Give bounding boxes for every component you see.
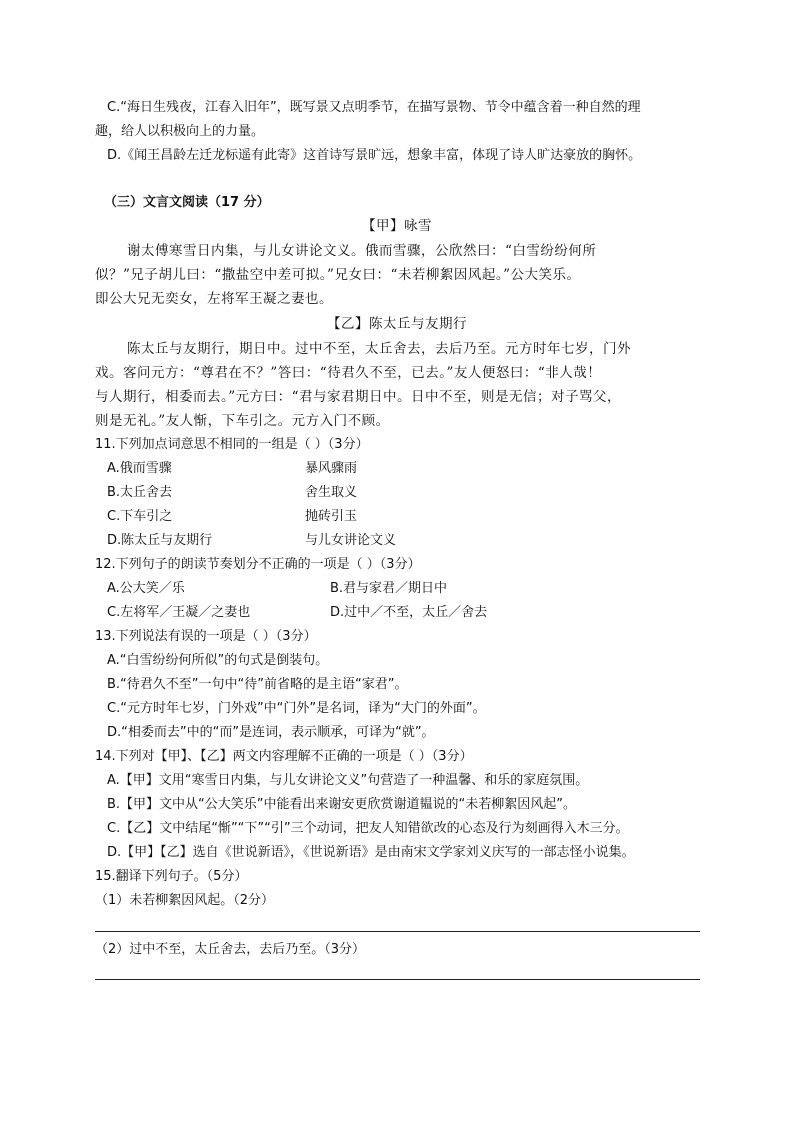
answer-line[interactable]	[95, 979, 700, 980]
q15-sub2: （2）过中不至，太丘舍去，去后乃至。（3分）	[95, 942, 366, 957]
q13-stem: 13.下列说法有误的一项是（ ）（3分）	[95, 629, 317, 644]
answer-line[interactable]	[95, 931, 700, 932]
q14-option: D.【甲】【乙】选自《世说新语》，《世说新语》是由南宋文学家刘义庆写的一部志怪小说集。	[107, 845, 635, 860]
q15-sub1: （1）未若柳絮因风起。（2分）	[95, 893, 275, 908]
text-b-line: 戏。客问元方：“尊君在不？”答曰：“待君久不至，已去。”友人便怒曰：“非人哉！	[95, 365, 602, 381]
q12-option-a: A.公大笑／乐	[107, 581, 185, 596]
text-a-title: 【甲】咏雪	[362, 218, 432, 234]
q15-stem: 15.翻译下列句子。（5分）	[95, 869, 248, 884]
section-heading: （三）文言文阅读（17 分）	[104, 195, 270, 210]
q13-option: B.“待君久不至”一句中“待”前省略的是主语“家君”。	[107, 677, 408, 692]
q12-option-d: D.过中／不至，太丘／舍去	[330, 605, 488, 620]
q12-stem: 12.下列句子的朗读节奏划分不正确的一项是（ ）（3分）	[95, 557, 421, 572]
q11-option-left: B.太丘舍去	[107, 485, 173, 500]
text-b-title: 【乙】陈太丘与友期行	[327, 316, 467, 332]
q13-option: D.“相委而去”中的“而”是连词，表示顺承，可译为“就”。	[107, 725, 435, 740]
q12-option-c: C.左将军／王凝／之妻也	[107, 605, 251, 620]
text-b-line: 与人期行，相委而去。”元方曰：“君与家君期日中。日中不至，则是无信；对子骂父，	[95, 389, 622, 405]
q12-option-b: B.君与家君／期日中	[330, 581, 448, 596]
q11-option-right: 与儿女讲论文义	[305, 533, 397, 548]
q11-option-left: A.俄而雪骤	[107, 461, 172, 476]
q11-option-right: 抛砖引玉	[305, 509, 358, 524]
q11-option-right: 暴风骤雨	[305, 461, 358, 476]
q11-option-left: D.陈太丘与友期行	[107, 533, 213, 548]
prev-option-c-line2: 趣，给人以积极向上的力量。	[95, 124, 265, 139]
q14-stem: 14.下列对【甲】、【乙】两文内容理解不正确的一项是（ ）（3分）	[95, 749, 473, 764]
text-b-line: 则是无礼。”友人惭，下车引之。元方入门不顾。	[95, 413, 390, 429]
text-a-line: 谢太傅寒雪日内集，与儿女讲论文义。俄而雪骤，公欣然曰：“白雪纷纷何所	[127, 243, 597, 259]
q11-option-right: 舍生取义	[305, 485, 358, 500]
q14-option: B.【甲】文中从“公大笑乐”中能看出来谢安更欣赏谢道韫说的“未若柳絮因风起”。	[107, 797, 576, 812]
prev-option-d: D.《闻王昌龄左迁龙标遥有此寄》这首诗写景旷远，想象丰富，体现了诗人旷达豪放的胸怀。	[107, 148, 642, 163]
q14-option: C.【乙】文中结尾“惭”“下”“引”三个动词，把友人知错欲改的心态及行为刻画得入木三分。	[107, 821, 629, 836]
q13-option: C.“元方时年七岁，门外戏”中“门外”是名词，译为“大门的外面”。	[107, 701, 486, 716]
text-b-line: 陈太丘与友期行，期日中。过中不至，太丘舍去，去后乃至。元方时年七岁，门外	[127, 341, 631, 357]
text-a-line: 即公大兄无奕女，左将军王凝之妻也。	[95, 291, 333, 307]
text-a-line: 似？”兄子胡儿曰：“撒盐空中差可拟。”兄女曰：“未若柳絮因风起。”公大笑乐。	[95, 267, 581, 283]
q13-option: A.“白雪纷纷何所似”的句式是倒装句。	[107, 653, 329, 668]
q11-option-left: C.下车引之	[107, 509, 173, 524]
q11-stem: 11.下列加点词意思不相同的一组是（ ）（3分）	[95, 437, 369, 452]
prev-option-c-line1: C.“海日生残夜，江春入旧年”，既写景又点明季节，在描写景物、节令中蕴含着一种自然的理	[107, 100, 641, 115]
q14-option: A.【甲】文用“寒雪日内集，与儿女讲论文义”句营造了一种温馨、和乐的家庭氛围。	[107, 773, 589, 788]
